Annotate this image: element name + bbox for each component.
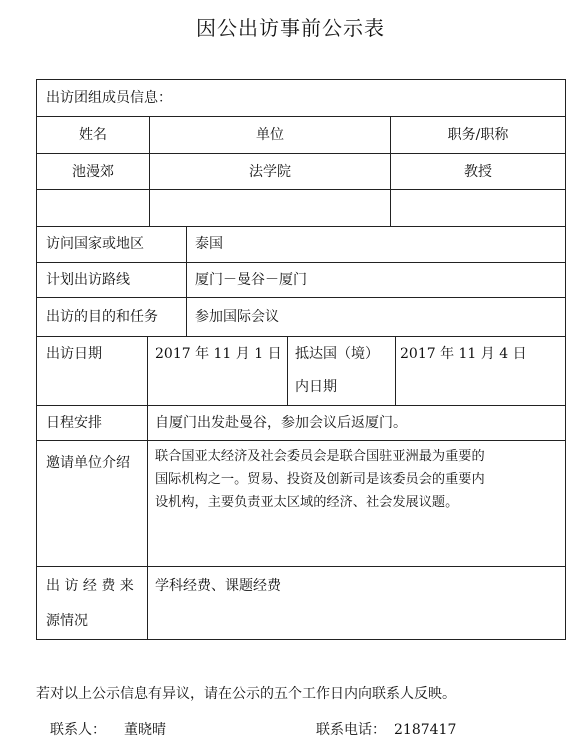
column-header-position: 职务/职称 — [447, 127, 509, 143]
country-value: 泰国 — [195, 236, 223, 252]
member-unit: 法学院 — [249, 164, 291, 180]
arrival-date: 2017 年 11 月 4 日 — [400, 346, 527, 362]
funding-value: 学科经费、课题经费 — [155, 578, 281, 594]
arrival-label-line2: 内日期 — [295, 379, 337, 395]
country-label: 访问国家或地区 — [46, 236, 144, 252]
inviter-line: 国际机构之一。贸易、投资及创新司是该委员会的重要内 — [155, 472, 485, 487]
column-header-unit: 单位 — [256, 127, 284, 143]
phone-number: 2187417 — [394, 722, 457, 738]
row-divider — [37, 405, 565, 406]
phone-label: 联系电话： — [316, 722, 386, 738]
member-position: 教授 — [464, 164, 492, 180]
funding-label-line2: 源情况 — [46, 613, 88, 629]
arrival-label-line1: 抵达国（境） — [295, 346, 379, 362]
purpose-label: 出访的目的和任务 — [46, 309, 158, 325]
row-divider — [37, 297, 565, 298]
schedule-label: 日程安排 — [46, 415, 102, 431]
column-header-name: 姓名 — [79, 127, 107, 143]
inviter-line: 联合国亚太经济及社会委员会是联合国驻亚洲最为重要的 — [155, 449, 485, 464]
inviter-line: 设机构，主要负责亚太区域的经济、社会发展议题。 — [155, 495, 459, 510]
route-value: 厦门－曼谷－厦门 — [195, 272, 307, 288]
disclosure-table — [36, 79, 566, 640]
row-divider — [37, 262, 565, 263]
row-divider — [37, 226, 565, 227]
schedule-value: 自厦门出发赴曼谷，参加会议后返厦门。 — [155, 415, 407, 431]
funding-label-line1: 出 访 经 费 来 — [46, 578, 134, 594]
col-divider — [186, 226, 187, 336]
row-divider — [37, 566, 565, 567]
row-divider — [37, 153, 565, 154]
departure-date: 2017 年 11 月 1 日 — [155, 346, 282, 362]
purpose-value: 参加国际会议 — [195, 309, 279, 325]
col-divider — [395, 336, 396, 405]
col-divider — [147, 336, 148, 639]
member-name: 池漫郊 — [72, 164, 114, 180]
dates-label: 出访日期 — [46, 346, 102, 362]
row-divider — [37, 336, 565, 337]
route-label: 计划出访路线 — [46, 272, 130, 288]
contact-label: 联系人： — [50, 722, 106, 738]
objection-notice: 若对以上公示信息有异议，请在公示的五个工作日内向联系人反映。 — [36, 686, 456, 702]
contact-name: 董晓晴 — [124, 722, 166, 738]
col-divider — [287, 336, 288, 405]
page-title: 因公出访事前公示表 — [196, 16, 385, 40]
row-divider — [37, 189, 565, 190]
members-header: 出访团组成员信息： — [46, 90, 172, 106]
row-divider — [37, 116, 565, 117]
inviter-label: 邀请单位介绍 — [46, 455, 130, 471]
row-divider — [37, 440, 565, 441]
